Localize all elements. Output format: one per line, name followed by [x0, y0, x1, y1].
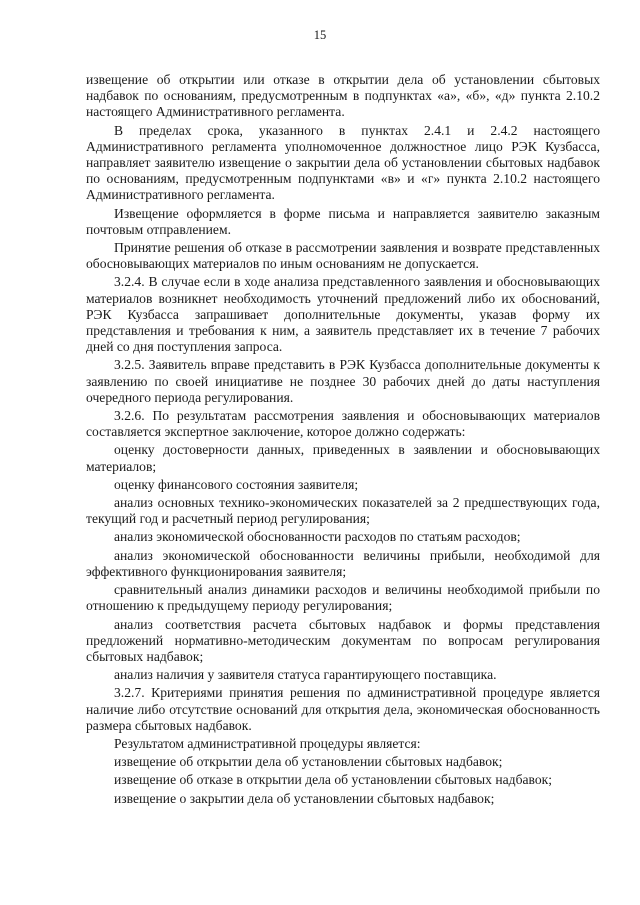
paragraph: Извещение оформляется в форме письма и направляется заявителю заказным почтовым отправлением. [86, 205, 600, 237]
paragraph: извещение о закрытии дела об установлении сбытовых надбавок; [114, 790, 495, 806]
paragraph: сравнительный анализ динамики расходов и величины необходимой прибыли по отношению к предыдущему периоду регулирования; [86, 582, 600, 614]
paragraph: анализ экономической обоснованности величины прибыли, необходимой для эффективного функционирования заявителя; [86, 547, 600, 579]
paragraph: извещение об отказе в открытии дела об установлении сбытовых надбавок; [114, 772, 553, 788]
paragraph: В пределах срока, указанного в пунктах 2.4.1 и 2.4.2 настоящего Административного регламента уполномоченное должностное лицо РЭК Кузбасса, направляет заявителю извещение о закрытии дела об установлении сбытовых надбавок по основаниям, предусмотренным подпунктами «в» и «г» пункта 2.10.2 настоящего Административного регламента. [86, 122, 600, 203]
paragraph: анализ экономической обоснованности расходов по статьям расходов; [114, 529, 521, 545]
document-body [86, 72, 600, 809]
paragraph: оценку достоверности данных, приведенных в заявлении и обосновывающих материалов; [86, 442, 600, 474]
paragraph: оценку финансового состояния заявителя; [114, 476, 359, 492]
paragraph: извещение об открытии дела об установлении сбытовых надбавок; [114, 754, 503, 770]
paragraph: 3.2.7. Критериями принятия решения по административной процедуре является наличие либо отсутствие оснований для открытия дела, экономическая обоснованность размера сбытовых надбавок. [86, 685, 600, 733]
paragraph: Принятие решения об отказе в рассмотрении заявления и возврате представленных обосновывающих материалов по иным основаниям не допускается. [86, 240, 600, 272]
paragraph: извещение об открытии или отказе в открытии дела об установлении сбытовых надбавок по основаниям, предусмотренным в подпунктах «а», «б», «д» пункта 2.10.2 настоящего Административного регламента. [86, 72, 600, 120]
paragraph: Результатом административной процедуры является: [114, 735, 421, 751]
paragraph: 3.2.4. В случае если в ходе анализа представленного заявления и обосновывающих материалов возникнет необходимость уточнений предложений либо их обоснований, РЭК Кузбасса запрашивает дополнительные документы, указав форму их представления и требования к ним, а заявитель представляет их в течение 7 рабочих дней со дня поступления запроса. [86, 274, 600, 355]
paragraph: 3.2.5. Заявитель вправе представить в РЭК Кузбасса дополнительные документы к заявлению по своей инициативе не позднее 30 рабочих дней до даты наступления очередного периода регулирования. [86, 357, 600, 405]
paragraph: анализ основных технико-экономических показателей за 2 предшествующих года, текущий год и расчетный период регулирования; [86, 495, 600, 527]
paragraph: анализ наличия у заявителя статуса гарантирующего поставщика. [114, 667, 497, 683]
paragraph: 3.2.6. По результатам рассмотрения заявления и обосновывающих материалов составляется экспертное заключение, которое должно содержать: [86, 408, 600, 440]
paragraph: анализ соответствия расчета сбытовых надбавок и формы представления предложений нормативно-методическим документам по вопросам регулирования сбытовых надбавок; [86, 616, 600, 664]
page-number: 15 [313, 28, 327, 42]
